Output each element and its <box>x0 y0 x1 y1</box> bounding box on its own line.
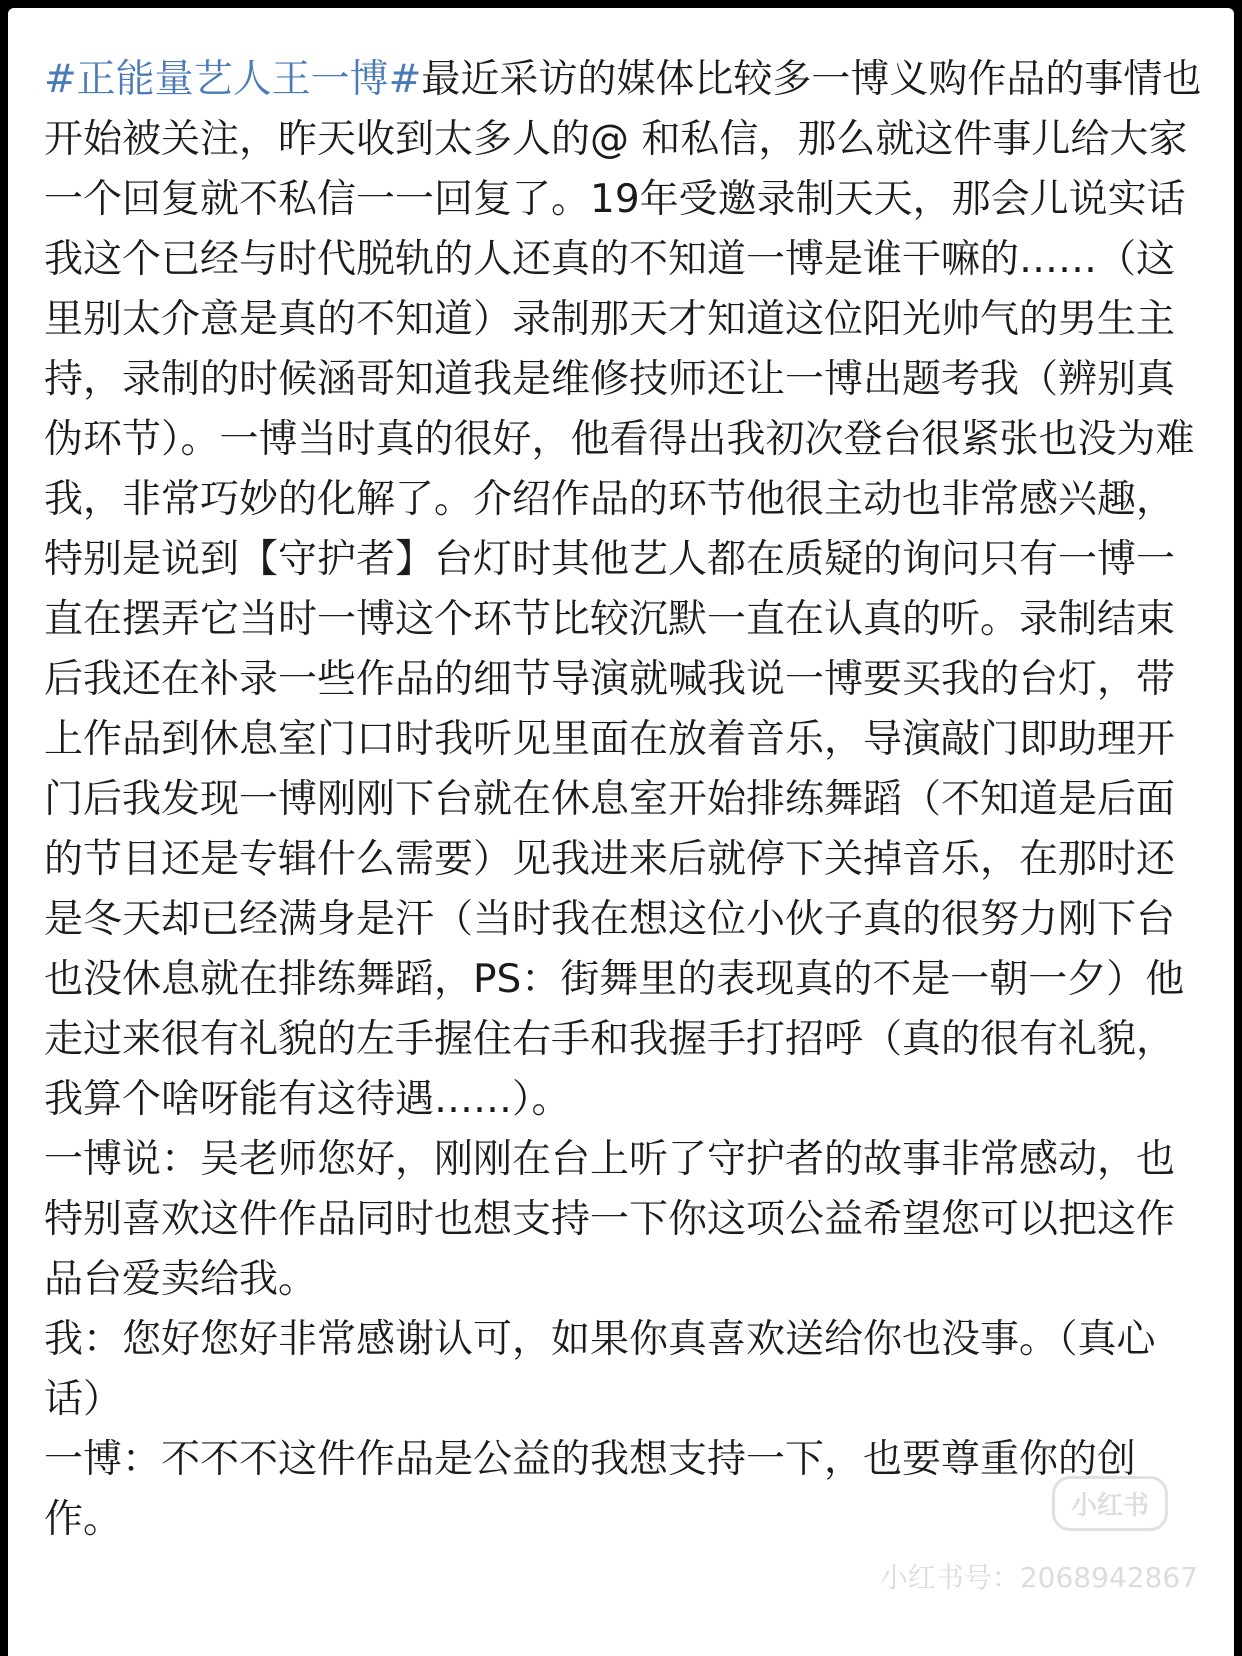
watermark-id: 小红书号：2068942867 <box>879 1561 1198 1594</box>
hashtag-link[interactable]: #正能量艺人王一博# <box>44 57 422 102</box>
post-text <box>44 50 1204 1550</box>
post-panel <box>8 8 1234 1656</box>
watermark-logo: 小红书 <box>1052 1476 1168 1531</box>
post-body: 最近采访的媒体比较多一博义购作品的事情也开始被关注，昨天收到太多人的@ 和私信，那么就这件事儿给大家一个回复就不私信一一回复了。19年受邀录制天天，那会儿说实话我这个已经与时代脱轨的人还真的不知道一博是谁干嘛的……（这里别太介意是真的不知道）录制那天才知道这位阳光帅气的男生主持，录制的时候涵哥知道我是维修技师还让一博出题考我（辨别真伪环节）。一博当时真的很好，他看得出我初次登台很紧张也没为难我，非常巧妙的化解了。介绍作品的环节他很主动也非常感兴趣，特别是说到【守护者】台灯时其他艺人都在质疑的询问只有一博一直在摆弄它当时一博这个环节比较沉默一直在认真的听。录制结束后我还在补录一些作品的细节导演就喊我说一博要买我的台灯，带上作品到休息室门口时我听见里面在放着音乐，导演敲门即助理开门后我发现一博刚刚下台就在休息室开始排练舞蹈（不知道是后面的节目还是专辑什么需要）见我进来后就停下关掉音乐，在那时还是冬天却已经满身是汗（当时我在想这位小伙子真的很努力刚下台也没休息就在排练舞蹈，PS：街舞里的表现真的不是一朝一夕）他走过来很有礼貌的左手握住右手和我握手打招呼（真的很有礼貌，我算个啥呀能有这待遇……）。 一博说：吴老师您好，刚刚在台上听了守护者的故事非常感动，也特别喜欢这件作品同时也想支持一下你这项公益希望您可以把这作品台爱卖给我。 我：您好您好非常感谢认可，如果你真喜欢送给你也没事。（真心话） 一博：不不不这件作品是公益的我想支持一下，也要尊重你的创作。 <box>44 57 1202 1542</box>
